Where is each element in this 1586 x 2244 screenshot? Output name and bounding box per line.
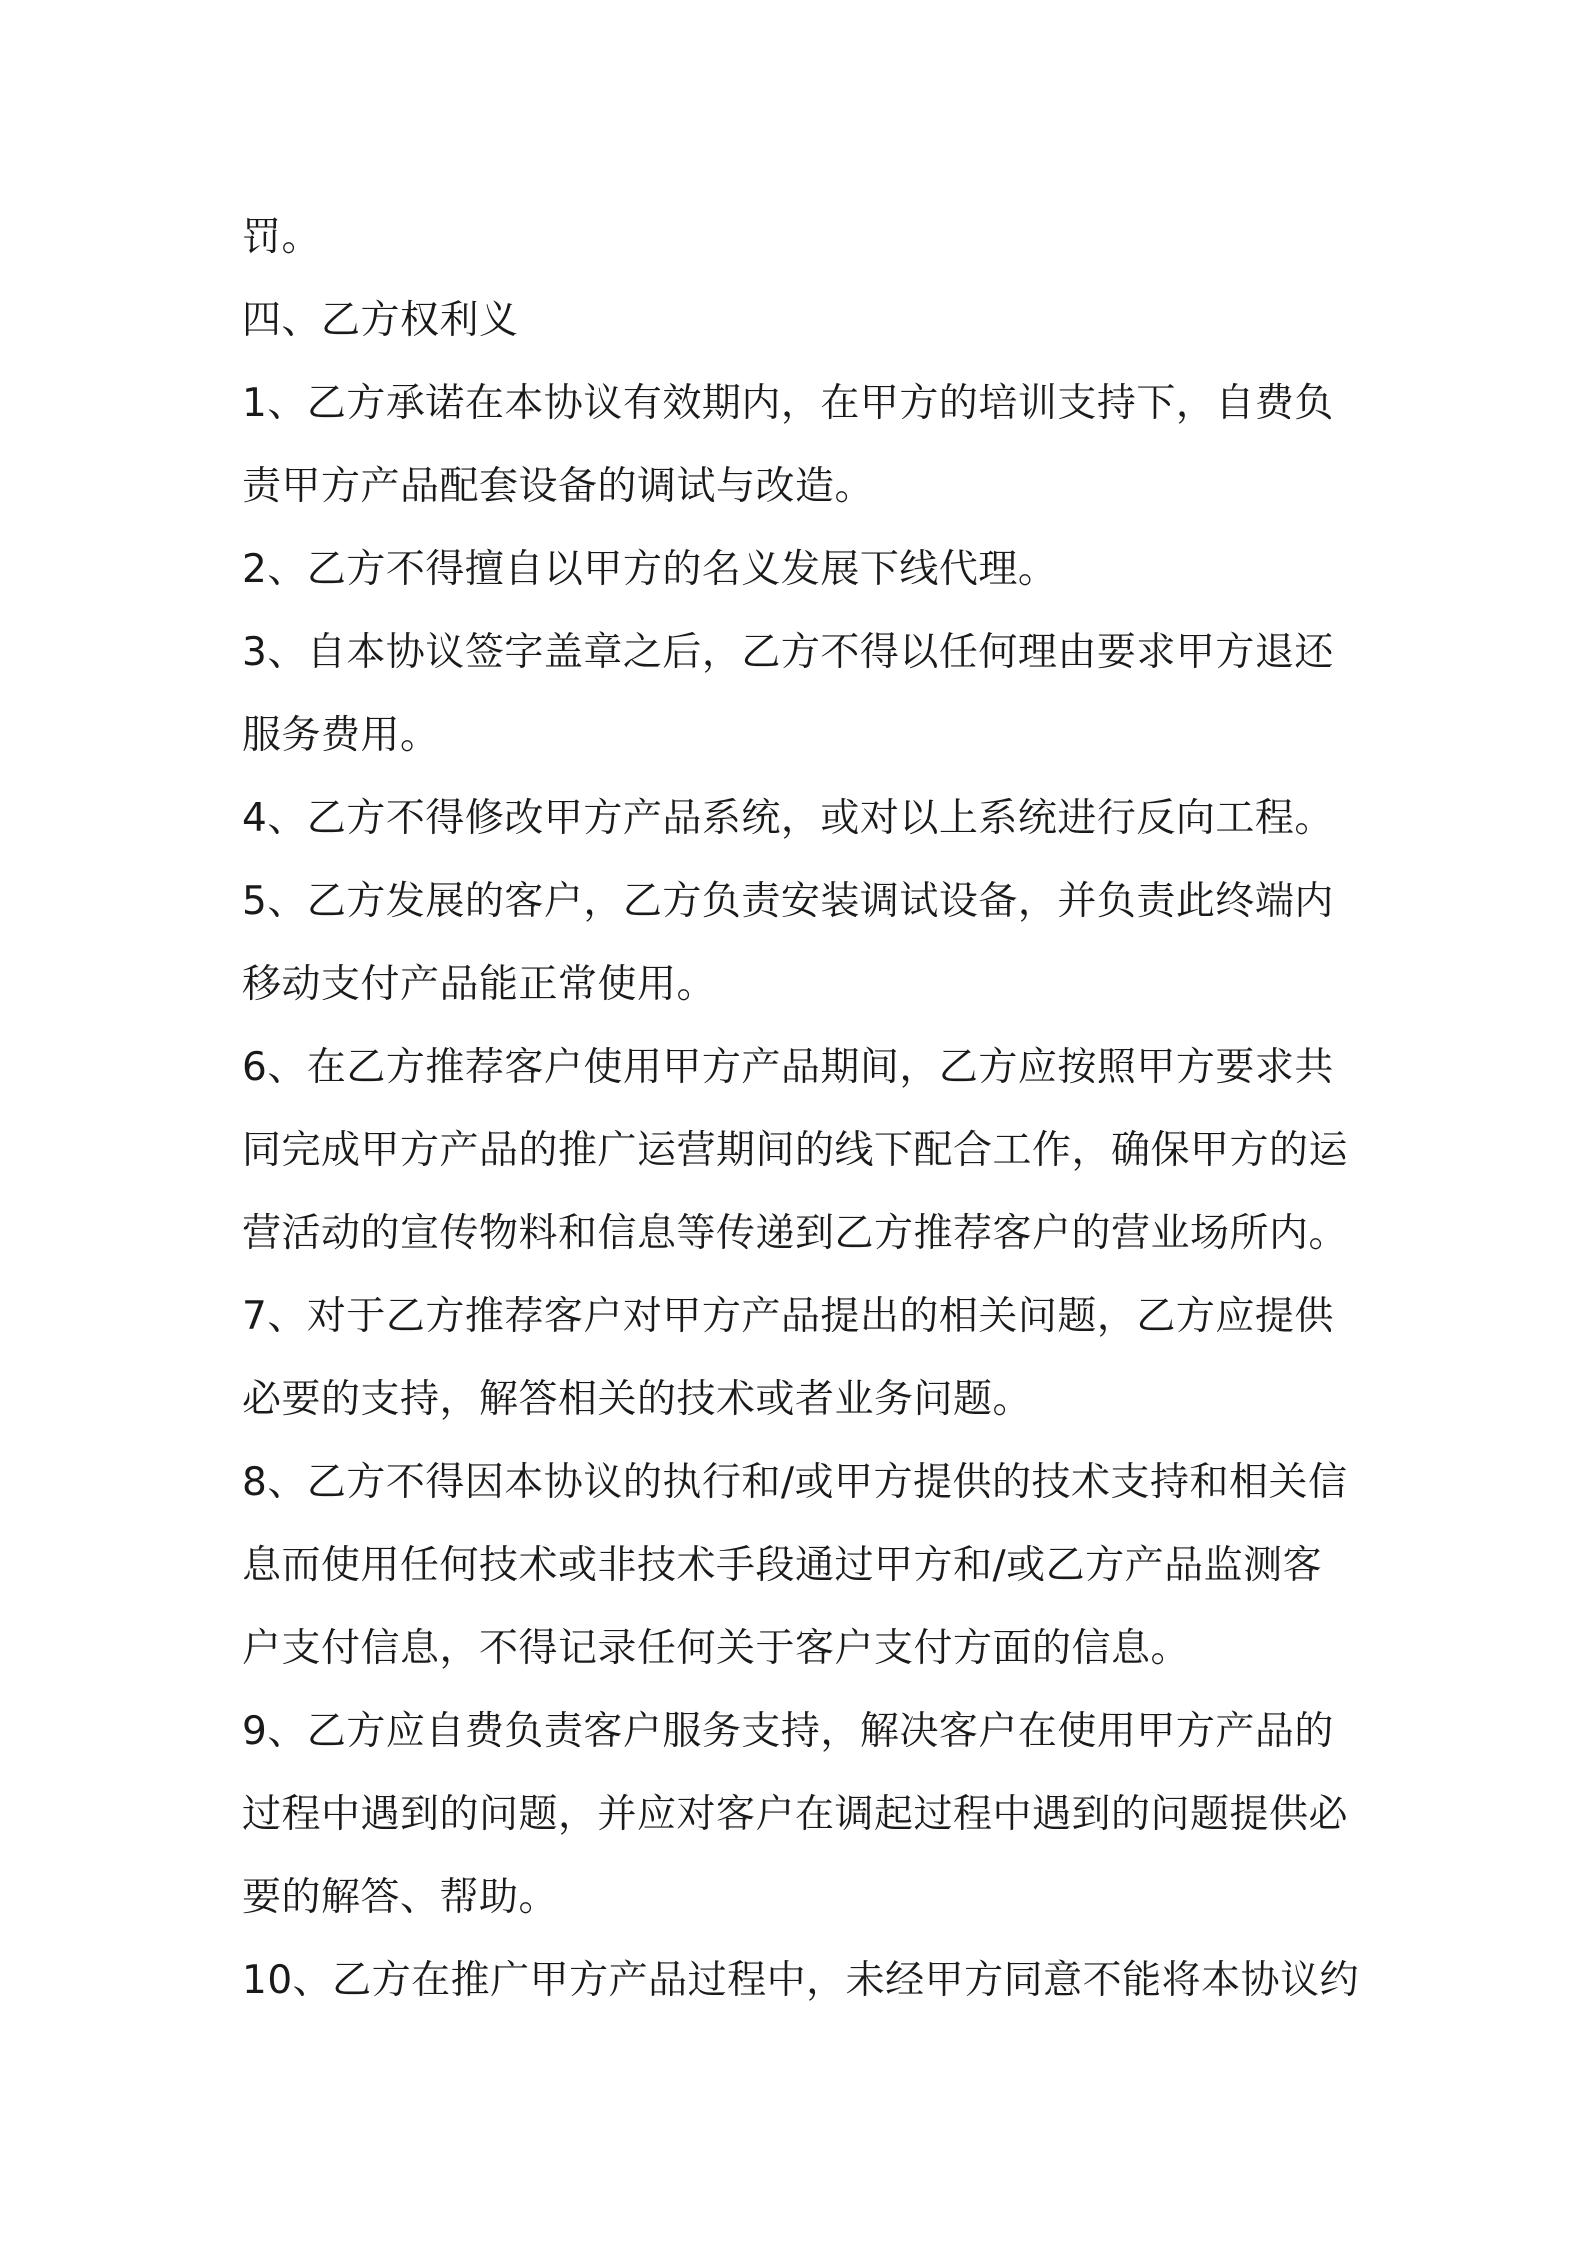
clause-5-line-2: 移动支付产品能正常使用。 — [242, 962, 717, 1007]
clause-7-line-1: 7、对于乙方推荐客户对甲方产品提出的相关问题，乙方应提供 — [242, 1294, 1334, 1339]
clause-10-line-1: 10、乙方在推广甲方产品过程中，未经甲方同意不能将本协议约 — [242, 1958, 1360, 2003]
clause-8-line-1: 8、乙方不得因本协议的执行和/或甲方提供的技术支持和相关信 — [242, 1460, 1348, 1505]
section-heading: 四、乙方权利义 — [242, 298, 519, 343]
clause-8-line-2: 息而使用任何技术或非技术手段通过甲方和/或乙方产品监测客 — [242, 1543, 1323, 1588]
clause-9-line-1: 9、乙方应自费负责客户服务支持，解决客户在使用甲方产品的 — [242, 1709, 1334, 1754]
clause-9-line-3: 要的解答、帮助。 — [242, 1875, 559, 1920]
clause-6-line-1: 6、在乙方推荐客户使用甲方产品期间，乙方应按照甲方要求共 — [242, 1045, 1334, 1090]
clause-1-line-2: 责甲方产品配套设备的调试与改造。 — [242, 464, 875, 509]
clause-3-line-1: 3、自本协议签字盖章之后，乙方不得以任何理由要求甲方退还 — [242, 630, 1334, 675]
clause-3-line-2: 服务费用。 — [242, 713, 440, 758]
clause-6-line-3: 营活动的宣传物料和信息等传递到乙方推荐客户的营业场所内。 — [242, 1211, 1349, 1256]
document-body — [242, 196, 1360, 2022]
clause-7-line-2: 必要的支持，解答相关的技术或者业务问题。 — [242, 1377, 1033, 1422]
clause-9-line-2: 过程中遇到的问题，并应对客户在调起过程中遇到的问题提供必 — [242, 1792, 1349, 1837]
text-line-fragment: 罚。 — [242, 215, 322, 260]
clause-8-line-3: 户支付信息，不得记录任何关于客户支付方面的信息。 — [242, 1626, 1191, 1671]
clause-6-line-2: 同完成甲方产品的推广运营期间的线下配合工作，确保甲方的运 — [242, 1128, 1349, 1173]
clause-1-line-1: 1、乙方承诺在本协议有效期内，在甲方的培训支持下，自费负 — [242, 381, 1334, 426]
clause-5-line-1: 5、乙方发展的客户，乙方负责安装调试设备，并负责此终端内 — [242, 879, 1334, 924]
clause-4: 4、乙方不得修改甲方产品系统，或对以上系统进行反向工程。 — [242, 796, 1334, 841]
clause-2: 2、乙方不得擅自以甲方的名义发展下线代理。 — [242, 547, 1058, 592]
